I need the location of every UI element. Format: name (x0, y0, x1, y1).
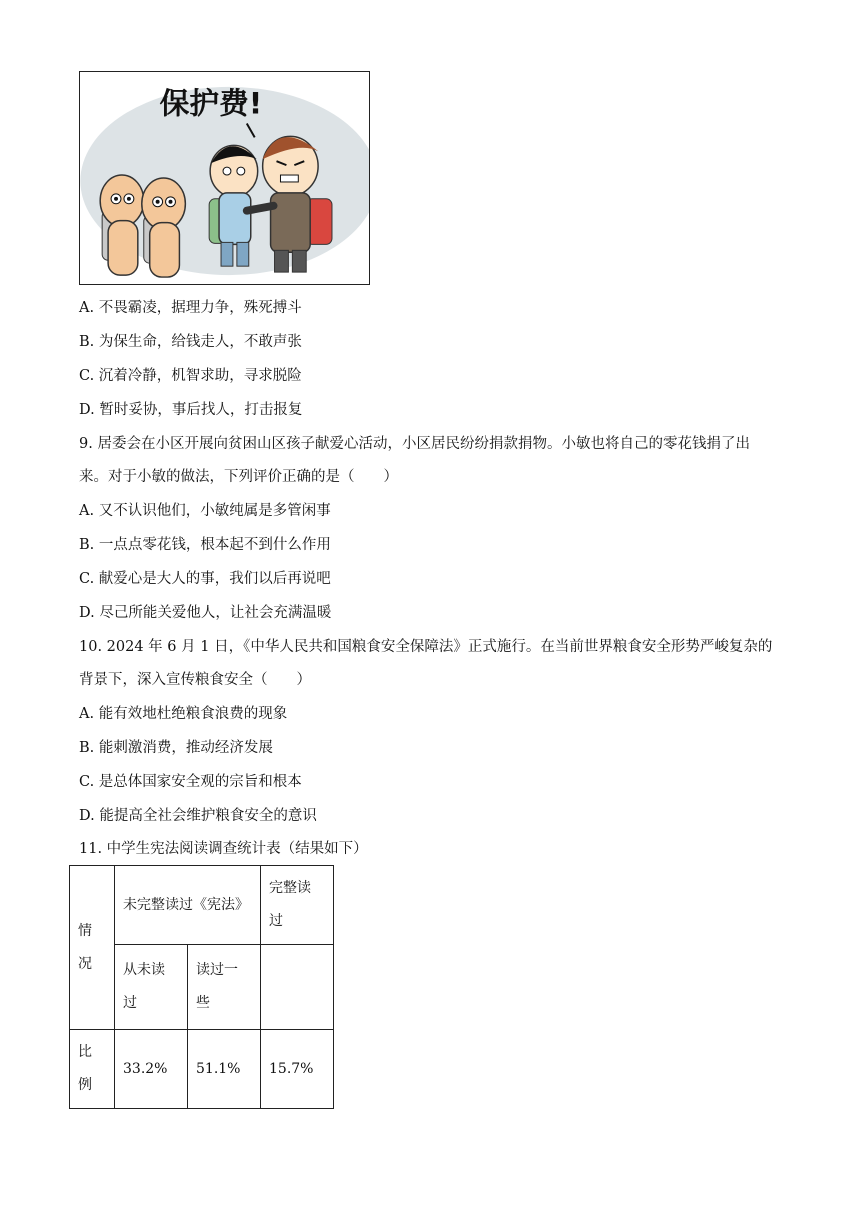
q9-option-c (79, 569, 331, 589)
sub-header-some: 读过一 些 (188, 945, 261, 1030)
empty-cell (261, 945, 334, 1030)
bullying-cartoon-illustration (79, 71, 370, 285)
option-text: 献爱心是大人的事，我们以后再说吧 (98, 571, 331, 587)
table-row (70, 866, 334, 945)
option-text: 能提高全社会维护粮食安全的意识 (99, 808, 317, 824)
option-letter: B. (79, 334, 95, 350)
q8-option-b (79, 332, 302, 352)
q10-stem-line2: 背景下，深入宣传粮食安全（ ） (79, 672, 311, 688)
q9-option-b (79, 535, 331, 555)
option-text: 又不认识他们，小敏纯属是多管闲事 (98, 503, 331, 519)
q9-stem-line2: 来。对于小敏的做法，下列评价正确的是（ ） (79, 469, 398, 485)
q10-option-b (79, 738, 273, 758)
row-header-ratio: 比 例 (70, 1030, 115, 1109)
q9-option-a (79, 501, 331, 521)
sub-header-never: 从未读 过 (115, 945, 188, 1030)
option-letter: B. (79, 740, 95, 756)
survey-table (69, 865, 334, 1109)
option-text: 为保生命，给钱走人，不敢声张 (98, 334, 302, 350)
option-text: 暂时妥协，事后找人，打击报复 (99, 402, 303, 418)
option-text: 尽己所能关爱他人，让社会充满温暖 (99, 605, 332, 621)
option-letter: D. (79, 402, 95, 418)
cartoon-drawing (80, 72, 369, 284)
q9-stem-line1: 9. 居委会在小区开展向贫困山区孩子献爱心活动，小区居民纷纷捐款捐物。小敏也将自己的零花钱捐了出 (79, 436, 750, 452)
option-letter: C. (79, 571, 95, 587)
q11-stem: 11. 中学生宪法阅读调查统计表（结果如下） (79, 841, 368, 857)
row-header-situation: 情 况 (70, 866, 115, 1030)
col-header-complete: 完整读 过 (261, 866, 334, 945)
q8-option-d (79, 400, 302, 420)
q8-option-a (79, 298, 302, 318)
value-complete: 15.7% (261, 1030, 334, 1109)
option-letter: A. (79, 300, 95, 316)
option-text: 不畏霸凌，据理力争，殊死搏斗 (98, 300, 302, 316)
speech-caption: 保护费! (159, 86, 263, 122)
option-letter: B. (79, 537, 95, 553)
q10-option-a (79, 704, 287, 724)
value-never: 33.2% (115, 1030, 188, 1109)
option-letter: D. (79, 808, 95, 824)
option-letter: A. (79, 503, 95, 519)
option-letter: C. (79, 774, 95, 790)
option-text: 沉着冷静，机智求助，寻求脱险 (98, 368, 302, 384)
option-text: 能刺激消费，推动经济发展 (98, 740, 273, 756)
q8-option-c (79, 366, 302, 386)
value-some: 51.1% (188, 1030, 261, 1109)
option-text: 一点点零花钱，根本起不到什么作用 (98, 537, 331, 553)
col-header-not-complete: 未完整读过《宪法》 (115, 866, 261, 945)
option-letter: C. (79, 368, 95, 384)
q10-option-c (79, 772, 302, 792)
q10-option-d (79, 806, 317, 826)
table-row (70, 1030, 334, 1109)
option-text: 能有效地杜绝粮食浪费的现象 (98, 706, 288, 722)
option-letter: D. (79, 605, 95, 621)
option-text: 是总体国家安全观的宗旨和根本 (98, 774, 302, 790)
q9-option-d (79, 603, 331, 623)
option-letter: A. (79, 706, 95, 722)
q10-stem-line1: 10. 2024 年 6 月 1 日，《中华人民共和国粮食安全保障法》正式施行。在当前世界粮食安全形势严峻复杂的 (79, 639, 773, 655)
